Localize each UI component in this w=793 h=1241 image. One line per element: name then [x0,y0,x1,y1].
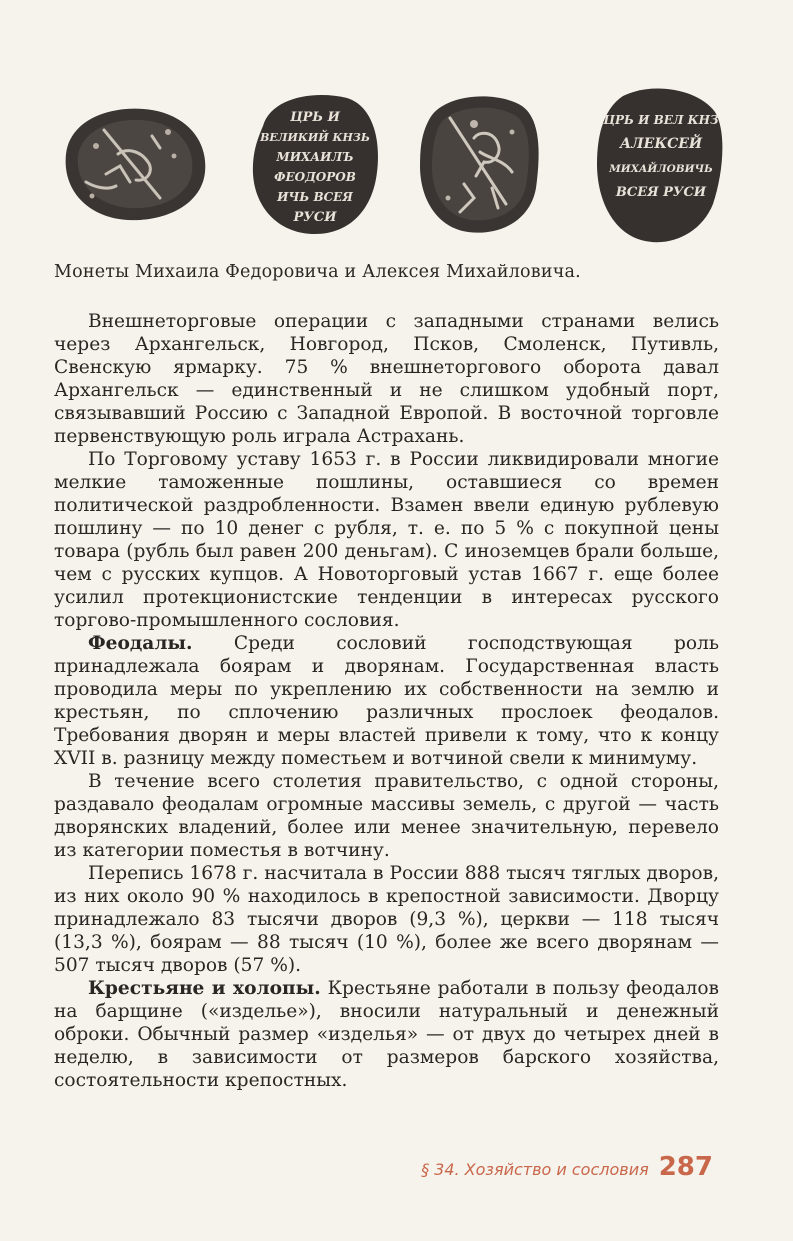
section-title: § 34. Хозяйство и сословия [421,1160,649,1179]
paragraph-heading: Крестьяне и холопы. [88,978,321,999]
coin-aleksei-obverse [414,88,544,238]
coin-legend-line: ВСЕЯ РУСИ [615,185,707,200]
paragraph [54,632,719,770]
paragraph [54,310,719,448]
paragraph-heading: Феодалы. [88,633,193,654]
coin-legend-line: ЦРЬ И ВЕЛ КНЗ [603,113,719,127]
coin-legend-line: ФЕОДОРОВ [274,170,356,184]
coin-legend-line: ВЕЛИКИЙ КНЗЬ [260,131,370,144]
coin-legend-line: РУСИ [293,210,337,225]
paragraph-text: В течение всего столетия правительство, с одной стороны, раздавало феодалам огромные массивы земель, с другой — часть дворянских владений, более или менее значительную, перевело из категории поместья в вотчину. [54,771,719,861]
coin-legend-line: МИХАЙЛОВИЧЬ [609,163,713,175]
paragraph [54,977,719,1092]
paragraph-text: Внешнеторговые операции с западными странами велись через Архангельск, Новгород, Псков, Смоленск, Путивль, Свенскую ярмарку. 75 % внешнеторгового оборота давал Архангельск — единственный и не слишком удобный порт, связывавший Россию с Западной Европой. В восточной торговле первенствующую роль играла Астрахань. [54,311,719,447]
coin-legend-line: АЛЕКСЕЙ [619,136,703,152]
paragraph-text: Перепись 1678 г. насчитала в России 888 тысяч тяглых дворов, из них около 90 % находилось в крепостной зависимости. Дворцу принадлежало 83 тысячи дворов (9,3 %), церкви — 118 тысяч (13,3 %), боярам — 88 тысяч (10 %), более же всего дворянам — 507 тысяч дворов (57 %). [54,863,719,976]
coin-legend-line: ЦРЬ И [290,110,340,125]
paragraph [54,770,719,862]
coins-figure [56,82,726,257]
paragraph [54,862,719,977]
page-footer [421,1152,713,1182]
coin-mikhail-reverse [249,88,381,238]
paragraph [54,448,719,632]
coin-aleksei-reverse [593,82,726,247]
paragraph-text: Крестьяне работали в пользу феодалов на барщине («изделье»), вносили натуральный и денежный оброки. Обычный размер «изделья» — от двух до четырех дней в неделю, в зависимости от размеров барского хозяйства, состоятельности крепостных. [54,978,719,1091]
body-text [54,310,719,1092]
figure-caption: Монеты Михаила Федоровича и Алексея Михайловича. [54,262,581,282]
paragraph-text: Среди сословий господствующая роль принадлежала боярам и дворянам. Государственная власть проводила меры по укреплению их собственности на землю и крестьян, по сплочению различных прослоек феодалов. Требования дворян и меры властей привели к тому, что к концу XVII в. разницу между поместьем и вотчиной свели к минимуму. [54,633,719,769]
paragraph-text: По Торговому уставу 1653 г. в России ликвидировали многие мелкие таможенные пошлины, оставшиеся со времен политической раздробленности. Взамен ввели единую рублевую пошлину — по 10 денег с рубля, т. е. по 5 % с покупной цены товара (рубль был равен 200 деньгам). С иноземцев брали больше, чем с русских купцов. А Новоторговый устав 1667 г. еще более усилил протекционистские тенденции в интересах русского торгово-промышленного сословия. [54,449,719,631]
page-number: 287 [658,1152,713,1182]
coin-legend-line: ИЧЬ ВСЕЯ [277,190,353,204]
coin-legend-line: МИХАИЛЪ [276,150,354,164]
coin-mikhail-obverse [56,96,211,228]
